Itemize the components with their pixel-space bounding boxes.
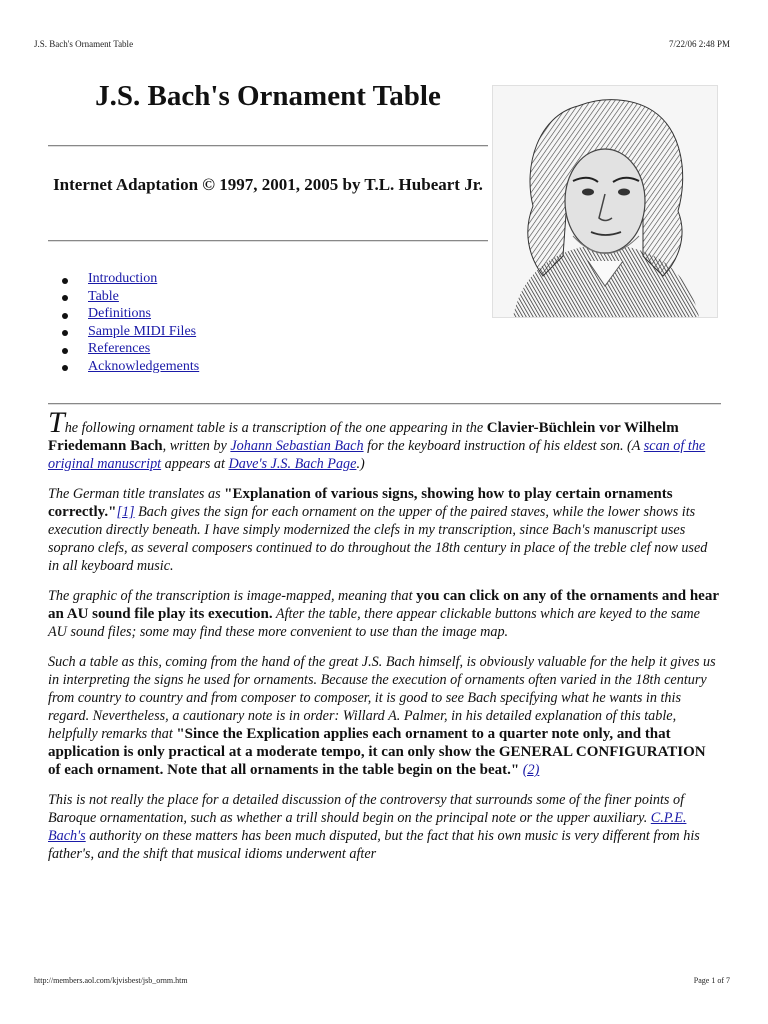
portrait-engraving bbox=[493, 86, 717, 317]
bullet-icon bbox=[62, 348, 68, 354]
link-daves-bach-page[interactable]: Dave's J.S. Bach Page bbox=[228, 456, 357, 472]
bullet-icon bbox=[62, 295, 68, 301]
toc-item-introduction bbox=[62, 270, 199, 288]
title-divider bbox=[48, 145, 488, 147]
link-cpe-bach[interactable]: C.P.E. Bach's bbox=[48, 810, 687, 844]
toc-link-introduction[interactable]: Introduction bbox=[88, 271, 158, 286]
footnote-link-1[interactable]: [1] bbox=[116, 504, 135, 520]
text: .) bbox=[356, 456, 365, 472]
text: After the table, there appear clickable buttons which are keyed to the same AU sound files; some may find these more convenient to use than the image map. bbox=[48, 606, 700, 640]
print-header-timestamp: 7/22/06 2:48 PM bbox=[668, 39, 730, 49]
link-johann-sebastian-bach[interactable]: Johann Sebastian Bach bbox=[230, 438, 364, 454]
paragraph-palmer bbox=[48, 653, 720, 779]
title-translation: "Explanation of various signs, showing how to play certain ornaments correctly." bbox=[48, 486, 673, 520]
paragraph-translation bbox=[48, 485, 720, 575]
toc-item-definitions bbox=[62, 305, 199, 323]
table-of-contents bbox=[62, 270, 199, 375]
copyright-subtitle: Internet Adaptation © 1997, 2001, 2005 by T.L. Hubeart Jr. bbox=[53, 175, 483, 194]
print-footer-url: http://members.aol.com/kjvisbest/jsb_ornm.htm bbox=[34, 976, 188, 985]
bullet-icon bbox=[62, 313, 68, 319]
text: authority on these matters has been much disputed, but the fact that his own music is very different from his father's, and the shift that musical idioms underwent after bbox=[48, 828, 700, 862]
book-title: Clavier-Büchlein vor Wilhelm Friedemann Bach bbox=[48, 420, 679, 454]
subtitle-divider bbox=[48, 240, 488, 242]
section-divider bbox=[48, 403, 721, 405]
toc-link-table[interactable]: Table bbox=[88, 288, 119, 304]
toc-item-midi bbox=[62, 323, 199, 341]
paragraph-image-map bbox=[48, 587, 720, 641]
toc-link-acknowledgements[interactable]: Acknowledgements bbox=[88, 358, 200, 374]
article-body bbox=[48, 406, 720, 875]
toc-item-references bbox=[62, 340, 199, 358]
toc-item-acknowledgements bbox=[62, 358, 199, 376]
page-title: J.S. Bach's Ornament Table bbox=[95, 80, 441, 112]
text: for the keyboard instruction of his eldest son. (A bbox=[363, 438, 644, 454]
bach-portrait-image bbox=[492, 85, 718, 318]
text: he following ornament table is a transcription of the one appearing in the bbox=[64, 420, 487, 436]
footnote-link-2[interactable]: (2) bbox=[522, 762, 540, 778]
paragraph-controversy bbox=[48, 791, 720, 863]
bullet-icon bbox=[62, 278, 68, 284]
text: , written by bbox=[162, 438, 231, 454]
palmer-quote: "Since the Explication applies each ornament to a quarter note only, and that application is only practical at a moderate tempo, it can only show the GENERAL CONFIGURATION of each ornament. Note that all ornaments in the table begin on the beat." bbox=[48, 726, 706, 778]
text: This is not really the place for a detailed discussion of the controversy that surrounds some of the finer points of Baroque ornamentation, such as whether a trill should begin on the principal note or the upper auxiliary. bbox=[48, 792, 685, 826]
toc-link-references[interactable]: References bbox=[88, 341, 151, 356]
print-footer-page: Page 1 of 7 bbox=[693, 976, 730, 985]
bullet-icon bbox=[62, 365, 68, 371]
print-header-title: J.S. Bach's Ornament Table bbox=[34, 39, 134, 49]
toc-link-sample-midi-files[interactable]: Sample MIDI Files bbox=[88, 323, 197, 339]
emphasis-click: you can click on any of the ornaments and hear an AU sound file play its execution. bbox=[48, 588, 719, 622]
text: Such a table as this, coming from the hand of the great J.S. Bach himself, is obviously valuable for the help it gives us in interpreting the signs he used for ornaments. Because the execution of ornaments often varied in the 18th century from country to country and from composer to composer, it is good to see Bach specifying what he wants in this regard. Nevertheless, a cautionary note is in order: Willard A. Palmer, in his detailed explanation of this table, helpfully remarks that bbox=[48, 654, 716, 742]
link-manuscript-scan[interactable]: scan of the original manuscript bbox=[48, 438, 706, 472]
text: The graphic of the transcription is image-mapped, meaning that bbox=[48, 588, 417, 604]
bullet-icon bbox=[62, 330, 68, 336]
toc-item-table bbox=[62, 288, 199, 306]
text: The German title translates as bbox=[48, 486, 225, 502]
drop-cap: T bbox=[48, 406, 65, 439]
toc-link-definitions[interactable]: Definitions bbox=[88, 306, 151, 321]
text: Bach gives the sign for each ornament on the upper of the paired staves, while the lower shows its execution directly beneath. I have simply modernized the clefs in my transcription, since Bach's manuscript uses soprano clefs, as several composers continued to do throughout the 18th century in place of the treble clef now used in all keyboard music. bbox=[48, 504, 708, 574]
paragraph-intro bbox=[48, 406, 720, 473]
text: appears at bbox=[161, 456, 229, 472]
